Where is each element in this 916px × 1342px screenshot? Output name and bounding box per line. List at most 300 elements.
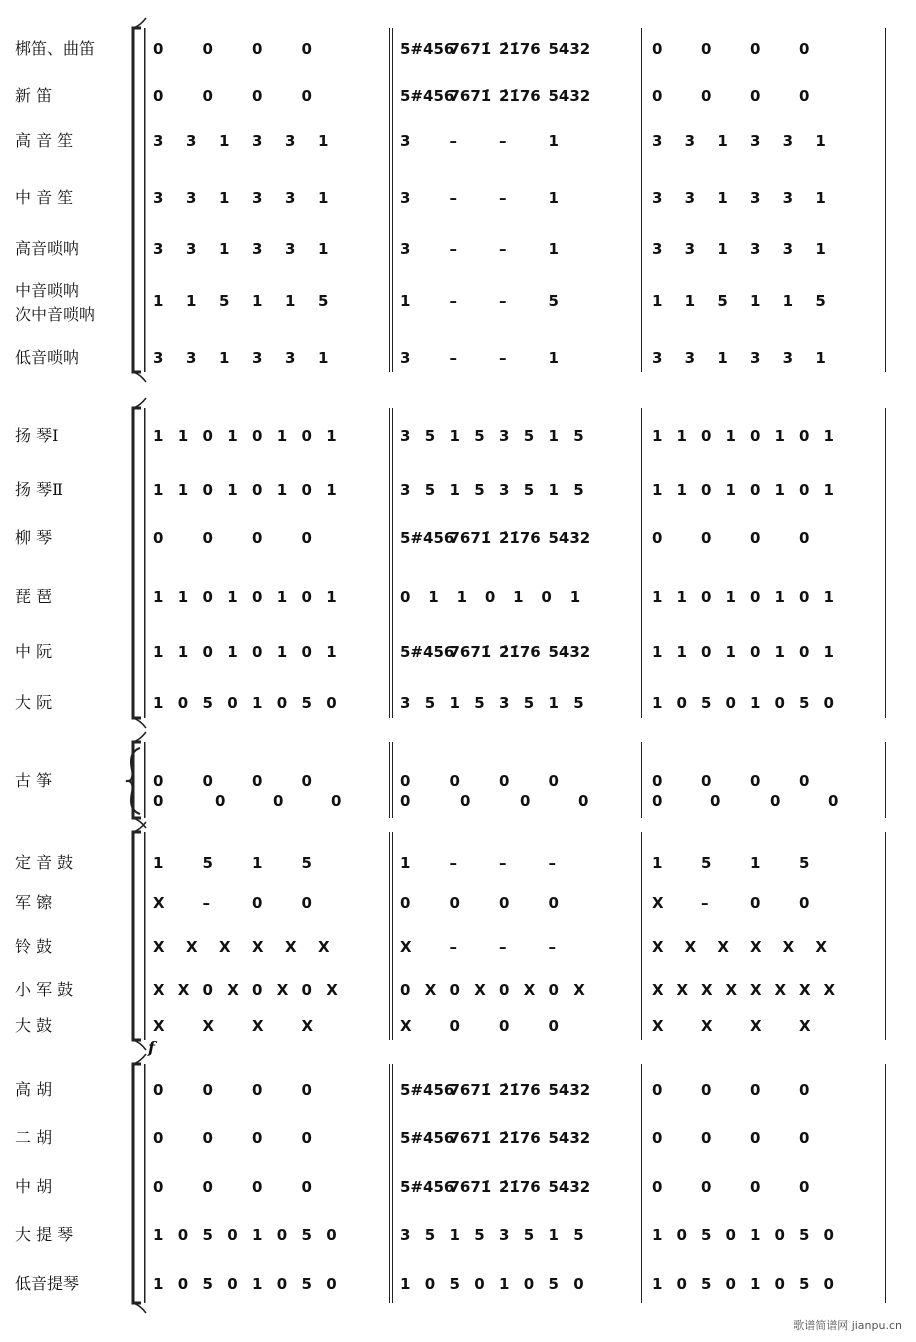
note-gaohu-m2-3: 5432 — [548, 1081, 591, 1099]
note-diyintiqin-m3-3: 0 — [725, 1275, 736, 1293]
note-bangdi-m1-0: 0 — [153, 40, 164, 58]
note-zhongyinsuona-m3-0: 1 — [652, 292, 663, 310]
note-bangdi-m1-2: 0 — [252, 40, 263, 58]
barline-double-b-4 — [392, 1064, 393, 1303]
note-yangqin1-m2-6: 1 — [548, 427, 559, 445]
note-xindi-m1-2: 0 — [252, 87, 263, 105]
note-zhongyinsuona-m1-0: 1 — [153, 292, 164, 310]
note-yangqin2-m2-5: 5 — [523, 481, 535, 499]
note-dagu-m3-2: X — [750, 1017, 762, 1035]
note-dingyingu-m1-0: 1 — [153, 854, 164, 872]
note-guzheng-m2-2: 0 — [499, 772, 510, 790]
note-xindi-m3-2: 0 — [750, 87, 761, 105]
instrument-name-pipa: 琵 琶 — [15, 587, 53, 606]
system-bracket-3 — [133, 832, 141, 1040]
note-erhu-m3-1: 0 — [701, 1129, 712, 1147]
instrument-name-yangqin1: 扬 琴Ⅰ — [15, 426, 59, 445]
instrument-name-diyintiqin: 低音提琴 — [15, 1274, 80, 1293]
system-bracket-4 — [133, 1064, 141, 1303]
note-yangqin1-m3-5: 1 — [774, 427, 785, 445]
note-gaohu-m3-3: 0 — [799, 1081, 810, 1099]
note-linggu-m3-5: X — [815, 938, 827, 956]
barline-end-1 — [885, 408, 886, 718]
note-zhongruan-m1-6: 0 — [301, 643, 312, 661]
note-gaohu-m2-2: 2̇1̇76 — [499, 1081, 541, 1099]
note-bangdi-m1-1: 0 — [202, 40, 213, 58]
barline-0 — [641, 28, 642, 372]
note-zhongruan-m3-2: 0 — [701, 643, 712, 661]
instrument-name-datiqin: 大 提 琴 — [15, 1225, 74, 1244]
note-zhongyinsheng-m1-1: 3 — [186, 189, 197, 207]
note-daruan-m2-2: 1 — [449, 694, 460, 712]
note-yangqin2-m1-2: 0 — [202, 481, 213, 499]
note-xiaojungu-m2-5: X — [523, 981, 536, 999]
note-pipa-m3-5: 1 — [774, 588, 785, 606]
note-guzheng-m2-3: 0 — [548, 772, 559, 790]
note-yangqin2-m2-4: 3 — [499, 481, 510, 499]
note-zhonghu-m3-2: 0 — [750, 1178, 761, 1196]
note-guzheng-m3-0: 0 — [652, 772, 663, 790]
note-xiaojungu-m1-6: 0 — [301, 981, 312, 999]
note-datiqin-m1-5: 0 — [276, 1226, 288, 1244]
instrument-name-dagu: 大 鼓 — [15, 1016, 53, 1035]
note-zhongruan-m1-3: 1 — [227, 643, 238, 661]
note-datiqin-m3-6: 5 — [799, 1226, 810, 1244]
note-guzheng-m2-1: 0 — [449, 772, 460, 790]
note-gaoyinsuona-m2-0: 3 — [400, 240, 411, 258]
note-zhongruan-m3-6: 0 — [799, 643, 810, 661]
note-yangqin2-m1-6: 0 — [301, 481, 312, 499]
note-gaoyinsheng-m1-5: 1 — [318, 132, 329, 150]
note-gaoyinsuona-m1-3: 3 — [252, 240, 263, 258]
instrument-name-gaoyinsuona: 高音唢呐 — [15, 239, 80, 258]
note-diyinsuona-m2-2: – — [499, 349, 507, 367]
note-diyinsuona-m1-2: 1 — [219, 349, 230, 367]
note-xiaojungu-m3-0: X — [652, 981, 664, 999]
note-zhongruan-m3-7: 1 — [823, 643, 834, 661]
instrument-name-gaohu: 高 胡 — [15, 1080, 53, 1099]
note-xiaojungu-m1-2: 0 — [202, 981, 213, 999]
note-gaohu-m1-1: 0 — [202, 1081, 213, 1099]
note-diyintiqin-m2-7: 0 — [573, 1275, 584, 1293]
note-pipa-m1-4: 0 — [252, 588, 263, 606]
note-diyintiqin-m1-1: 0 — [177, 1275, 189, 1293]
note-daruan-m1-4: 1 — [252, 694, 263, 712]
note-linggu-m3-1: X — [684, 938, 697, 956]
note-zhongyinsheng-m3-5: 1 — [815, 189, 826, 207]
note-daruan-m3-6: 5 — [799, 694, 810, 712]
note-diyinsuona-m3-2: 1 — [717, 349, 728, 367]
note-dagu-m2-2: 0 — [499, 1017, 510, 1035]
note-gaoyinsheng-m2-1: – — [449, 132, 457, 150]
note-guzheng-m3-1: 0 — [701, 772, 712, 790]
note-bangdi-m1-3: 0 — [301, 40, 312, 58]
note-yangqin2-m3-4: 0 — [750, 481, 761, 499]
note-guzheng-lower-m3-0: 0 — [652, 792, 663, 810]
note-liuqin-m2-2: 2̇1̇76 — [499, 529, 541, 547]
barline-double-b-3 — [392, 832, 393, 1040]
note-daruan-m1-7: 0 — [326, 694, 337, 712]
note-diyintiqin-m2-1: 0 — [424, 1275, 436, 1293]
instrument-name-erhu: 二 胡 — [15, 1128, 53, 1147]
barline-end-4 — [885, 1064, 886, 1303]
note-diyinsuona-m1-4: 3 — [285, 349, 296, 367]
note-pipa-m1-6: 0 — [301, 588, 312, 606]
note-zhonghu-m3-3: 0 — [799, 1178, 810, 1196]
note-zhongyinsheng-m1-2: 1 — [219, 189, 230, 207]
note-zhongyinsheng-m1-5: 1 — [318, 189, 329, 207]
note-guzheng-m3-3: 0 — [799, 772, 810, 790]
note-zhongyinsuona-m2-0: 1 — [400, 292, 411, 310]
note-datiqin-m3-0: 1 — [652, 1226, 663, 1244]
note-zhonghu-m3-1: 0 — [701, 1178, 712, 1196]
note-dingyingu-m2-0: 1 — [400, 854, 411, 872]
note-datiqin-m1-4: 1 — [252, 1226, 263, 1244]
note-yangqin2-m2-3: 5 — [474, 481, 485, 499]
note-xindi-m1-3: 0 — [301, 87, 312, 105]
note-zhongyinsheng-m1-4: 3 — [285, 189, 296, 207]
barline-start-3 — [144, 832, 146, 1040]
note-diyintiqin-m2-2: 5 — [449, 1275, 460, 1293]
note-datiqin-m1-0: 1 — [153, 1226, 164, 1244]
note-zhonghu-m2-2: 2̇1̇76 — [499, 1178, 541, 1196]
note-yangqin1-m2-7: 5 — [573, 427, 584, 445]
note-daruan-m2-6: 1 — [548, 694, 559, 712]
note-diyintiqin-m3-0: 1 — [652, 1275, 663, 1293]
note-bangdi-m3-0: 0 — [652, 40, 663, 58]
note-zhonghu-m2-1: 7671̇ — [449, 1178, 492, 1196]
note-datiqin-m3-3: 0 — [725, 1226, 736, 1244]
note-dagu-m1-0: X — [153, 1017, 165, 1035]
note-diyintiqin-m1-5: 0 — [276, 1275, 288, 1293]
dynamic-mark: f — [148, 1038, 155, 1057]
note-junba-m3-1: – — [701, 894, 709, 912]
note-pipa-m1-2: 0 — [202, 588, 213, 606]
note-datiqin-m3-4: 1 — [750, 1226, 761, 1244]
note-xiaojungu-m1-3: X — [227, 981, 239, 999]
note-xiaojungu-m2-7: X — [573, 981, 585, 999]
note-datiqin-m2-6: 1 — [548, 1226, 559, 1244]
note-dagu-m3-3: X — [799, 1017, 811, 1035]
instrument-name-xiaojungu: 小 军 鼓 — [15, 980, 74, 999]
instrument-name-zhonghu: 中 胡 — [15, 1177, 53, 1196]
system-bracket-0 — [133, 28, 141, 372]
note-liuqin-m3-1: 0 — [701, 529, 712, 547]
note-diyintiqin-m1-7: 0 — [326, 1275, 337, 1293]
note-yangqin1-m3-7: 1 — [823, 427, 834, 445]
note-yangqin1-m1-2: 0 — [202, 427, 213, 445]
note-bangdi-m2-1: 7671̇ — [449, 40, 492, 58]
note-yangqin1-m1-6: 0 — [301, 427, 312, 445]
note-zhongyinsuona-m1-4: 1 — [285, 292, 296, 310]
note-gaohu-m3-0: 0 — [652, 1081, 663, 1099]
note-dingyingu-m3-0: 1 — [652, 854, 663, 872]
note-zhonghu-m3-0: 0 — [652, 1178, 663, 1196]
note-yangqin1-m3-4: 0 — [750, 427, 761, 445]
note-daruan-m2-3: 5 — [474, 694, 485, 712]
note-yangqin2-m1-3: 1 — [227, 481, 238, 499]
instrument-name-zhongyinsuona: 中音唢呐 — [15, 281, 80, 300]
note-diyinsuona-m3-0: 3 — [652, 349, 663, 367]
note-diyintiqin-m3-2: 5 — [701, 1275, 712, 1293]
note-xindi-m2-3: 5432 — [548, 87, 591, 105]
note-daruan-m2-1: 5 — [424, 694, 436, 712]
note-linggu-m1-3: X — [252, 938, 264, 956]
note-daruan-m1-5: 0 — [276, 694, 288, 712]
note-linggu-m3-0: X — [652, 938, 664, 956]
note-daruan-m3-4: 1 — [750, 694, 761, 712]
note-guzheng-lower-m3-3: 0 — [828, 792, 839, 810]
note-datiqin-m1-2: 5 — [202, 1226, 213, 1244]
note-zhongyinsuona-m3-2: 5 — [717, 292, 728, 310]
note-zhonghu-m1-2: 0 — [252, 1178, 263, 1196]
note-gaoyinsheng-m3-4: 3 — [782, 132, 794, 150]
note-junba-m2-1: 0 — [449, 894, 460, 912]
note-erhu-m3-0: 0 — [652, 1129, 663, 1147]
note-dagu-m2-3: 0 — [548, 1017, 559, 1035]
note-gaoyinsheng-m1-2: 1 — [219, 132, 230, 150]
note-xiaojungu-m3-7: X — [823, 981, 836, 999]
note-zhongyinsheng-m3-4: 3 — [782, 189, 794, 207]
barline-3 — [641, 832, 642, 1040]
note-yangqin2-m1-0: 1 — [153, 481, 164, 499]
note-zhonghu-m1-3: 0 — [301, 1178, 312, 1196]
note-datiqin-m1-7: 0 — [326, 1226, 337, 1244]
note-gaoyinsheng-m2-0: 3 — [400, 132, 411, 150]
note-zhongruan-m2-3: 5432 — [548, 643, 591, 661]
note-yangqin1-m1-4: 0 — [252, 427, 263, 445]
note-guzheng-m3-2: 0 — [750, 772, 761, 790]
note-daruan-m2-0: 3 — [400, 694, 411, 712]
note-zhongruan-m3-1: 1 — [676, 643, 687, 661]
note-daruan-m2-5: 5 — [523, 694, 535, 712]
note-yangqin1-m3-2: 0 — [701, 427, 712, 445]
note-zhongruan-m1-7: 1 — [326, 643, 337, 661]
note-guzheng-m1-0: 0 — [153, 772, 164, 790]
note-diyintiqin-m2-5: 0 — [523, 1275, 535, 1293]
note-diyintiqin-m1-0: 1 — [153, 1275, 164, 1293]
note-dingyingu-m3-2: 1 — [750, 854, 761, 872]
note-zhongyinsuona-m2-3: 5 — [548, 292, 559, 310]
note-linggu-m2-0: X — [400, 938, 412, 956]
barline-double-b-2 — [392, 742, 393, 818]
note-yangqin2-m1-7: 1 — [326, 481, 337, 499]
note-yangqin2-m2-7: 5 — [573, 481, 584, 499]
note-yangqin1-m3-6: 0 — [799, 427, 810, 445]
note-daruan-m2-4: 3 — [499, 694, 510, 712]
instrument-name-liuqin: 柳 琴 — [15, 528, 53, 547]
note-xiaojungu-m3-3: X — [725, 981, 738, 999]
note-xindi-m3-3: 0 — [799, 87, 810, 105]
note-yangqin2-m3-5: 1 — [774, 481, 785, 499]
note-zhongyinsuona-m1-1: 1 — [186, 292, 197, 310]
note-zhongyinsheng-m2-1: – — [449, 189, 457, 207]
note-yangqin1-m2-4: 3 — [499, 427, 510, 445]
note-zhonghu-m2-0: 5#456 — [400, 1178, 455, 1196]
note-guzheng-lower-m2-3: 0 — [578, 792, 589, 810]
note-diyinsuona-m1-3: 3 — [252, 349, 263, 367]
note-pipa-m3-2: 0 — [701, 588, 712, 606]
note-yangqin2-m1-5: 1 — [276, 481, 288, 499]
note-junba-m1-3: 0 — [301, 894, 312, 912]
note-erhu-m2-3: 5432 — [548, 1129, 591, 1147]
note-diyinsuona-m2-0: 3 — [400, 349, 411, 367]
note-diyinsuona-m3-4: 3 — [782, 349, 794, 367]
note-junba-m2-0: 0 — [400, 894, 411, 912]
note-linggu-m1-4: X — [285, 938, 297, 956]
note-gaoyinsuona-m3-1: 3 — [684, 240, 696, 258]
note-zhongyinsuona-m3-3: 1 — [750, 292, 761, 310]
note-zhongyinsuona-m1-5: 5 — [318, 292, 329, 310]
note-zhongyinsuona-m3-4: 1 — [782, 292, 794, 310]
instrument-name-linggu: 铃 鼓 — [15, 937, 53, 956]
note-diyintiqin-m2-6: 5 — [548, 1275, 559, 1293]
note-gaoyinsheng-m2-2: – — [499, 132, 507, 150]
barline-1 — [641, 408, 642, 718]
note-xiaojungu-m3-1: X — [676, 981, 689, 999]
note-pipa-m3-6: 0 — [799, 588, 810, 606]
note-pipa-m1-0: 1 — [153, 588, 164, 606]
note-erhu-m1-3: 0 — [301, 1129, 312, 1147]
note-yangqin2-m3-6: 0 — [799, 481, 810, 499]
note-gaoyinsheng-m1-3: 3 — [252, 132, 263, 150]
note-bangdi-m2-0: 5#456 — [400, 40, 455, 58]
note-liuqin-m1-3: 0 — [301, 529, 312, 547]
note-dagu-m2-1: 0 — [449, 1017, 460, 1035]
note-zhongruan-m1-5: 1 — [276, 643, 288, 661]
note-diyintiqin-m3-1: 0 — [676, 1275, 687, 1293]
note-zhongyinsuona-m2-1: – — [449, 292, 457, 310]
note-yangqin1-m1-3: 1 — [227, 427, 238, 445]
note-gaoyinsuona-m1-2: 1 — [219, 240, 230, 258]
note-diyintiqin-m3-6: 5 — [799, 1275, 810, 1293]
note-gaoyinsuona-m2-2: – — [499, 240, 507, 258]
instrument-name-daruan: 大 阮 — [15, 693, 53, 712]
note-datiqin-m2-4: 3 — [499, 1226, 510, 1244]
note-dagu-m1-2: X — [252, 1017, 264, 1035]
barline-start-0 — [144, 28, 146, 372]
note-datiqin-m2-2: 1 — [449, 1226, 460, 1244]
instrument-name-zhongyinsheng: 中 音 笙 — [15, 188, 74, 207]
note-zhongyinsheng-m2-2: – — [499, 189, 507, 207]
barline-2 — [641, 742, 642, 818]
note-yangqin2-m2-2: 1 — [449, 481, 460, 499]
note-dingyingu-m2-1: – — [449, 854, 457, 872]
note-gaoyinsheng-m1-1: 3 — [186, 132, 197, 150]
note-yangqin1-m1-1: 1 — [177, 427, 189, 445]
barline-double-a-1 — [389, 408, 390, 718]
note-yangqin1-m2-2: 1 — [449, 427, 460, 445]
note-yangqin2-m2-6: 1 — [548, 481, 559, 499]
note-gaoyinsuona-m3-0: 3 — [652, 240, 663, 258]
note-zhongruan-m3-5: 1 — [774, 643, 785, 661]
note-xiaojungu-m1-4: 0 — [252, 981, 263, 999]
note-pipa-m2-4: 1 — [513, 588, 524, 606]
note-xindi-m3-0: 0 — [652, 87, 663, 105]
note-xindi-m3-1: 0 — [701, 87, 712, 105]
note-zhonghu-m2-3: 5432 — [548, 1178, 591, 1196]
barline-start-2 — [144, 742, 146, 818]
note-yangqin2-m3-3: 1 — [725, 481, 736, 499]
note-yangqin1-m1-5: 1 — [276, 427, 288, 445]
note-guzheng-lower-m1-2: 0 — [273, 792, 284, 810]
note-gaoyinsuona-m1-0: 3 — [153, 240, 164, 258]
note-gaohu-m3-1: 0 — [701, 1081, 712, 1099]
note-daruan-m3-7: 0 — [823, 694, 834, 712]
note-linggu-m2-2: – — [499, 938, 507, 956]
note-daruan-m1-0: 1 — [153, 694, 164, 712]
note-datiqin-m2-3: 5 — [474, 1226, 485, 1244]
note-gaoyinsuona-m3-3: 3 — [750, 240, 761, 258]
note-dingyingu-m1-3: 5 — [301, 854, 312, 872]
note-yangqin2-m3-0: 1 — [652, 481, 663, 499]
note-zhongruan-m3-4: 0 — [750, 643, 761, 661]
instrument-name-diyinsuona: 低音唢呐 — [15, 348, 80, 367]
note-dingyingu-m1-1: 5 — [202, 854, 213, 872]
note-yangqin2-m2-0: 3 — [400, 481, 411, 499]
note-dagu-m3-1: X — [701, 1017, 713, 1035]
note-xiaojungu-m2-2: 0 — [449, 981, 460, 999]
note-yangqin1-m2-5: 5 — [523, 427, 535, 445]
note-datiqin-m3-7: 0 — [823, 1226, 834, 1244]
note-yangqin1-m2-3: 5 — [474, 427, 485, 445]
note-erhu-m3-3: 0 — [799, 1129, 810, 1147]
note-xiaojungu-m2-3: X — [474, 981, 486, 999]
instrument-name-dingyingu: 定 音 鼓 — [15, 853, 74, 872]
note-diyintiqin-m2-0: 1 — [400, 1275, 411, 1293]
note-zhongruan-m2-0: 5#456 — [400, 643, 455, 661]
note-pipa-m2-6: 1 — [569, 588, 581, 606]
note-diyintiqin-m1-4: 1 — [252, 1275, 263, 1293]
note-xiaojungu-m2-6: 0 — [548, 981, 559, 999]
note-pipa-m1-1: 1 — [177, 588, 189, 606]
note-zhongyinsuona-m3-5: 5 — [815, 292, 826, 310]
note-gaoyinsuona-m1-5: 1 — [318, 240, 329, 258]
note-guzheng-lower-m1-0: 0 — [153, 792, 164, 810]
note-liuqin-m3-0: 0 — [652, 529, 663, 547]
note-bangdi-m2-2: 2̇1̇76 — [499, 40, 541, 58]
note-pipa-m2-3: 0 — [484, 588, 496, 606]
note-daruan-m3-0: 1 — [652, 694, 663, 712]
note-yangqin1-m1-0: 1 — [153, 427, 164, 445]
note-zhongruan-m1-1: 1 — [177, 643, 189, 661]
note-yangqin2-m2-1: 5 — [424, 481, 436, 499]
note-gaoyinsuona-m3-5: 1 — [815, 240, 826, 258]
instrument-name-gaoyinsheng: 高 音 笙 — [15, 131, 74, 150]
note-erhu-m1-0: 0 — [153, 1129, 164, 1147]
note-gaohu-m2-0: 5#456 — [400, 1081, 455, 1099]
note-xindi-m2-2: 2̇1̇76 — [499, 87, 541, 105]
note-yangqin1-m2-1: 5 — [424, 427, 436, 445]
note-zhongruan-m3-3: 1 — [725, 643, 736, 661]
note-guzheng-lower-m3-1: 0 — [710, 792, 721, 810]
note-daruan-m3-3: 0 — [725, 694, 736, 712]
note-linggu-m1-1: X — [186, 938, 198, 956]
note-bangdi-m2-3: 5432 — [548, 40, 591, 58]
note-erhu-m2-0: 5#456 — [400, 1129, 455, 1147]
note-yangqin2-m1-1: 1 — [177, 481, 189, 499]
note-gaoyinsheng-m3-1: 3 — [684, 132, 696, 150]
note-linggu-m1-0: X — [153, 938, 165, 956]
note-pipa-m3-4: 0 — [750, 588, 761, 606]
note-gaoyinsheng-m1-0: 3 — [153, 132, 164, 150]
note-liuqin-m1-0: 0 — [153, 529, 164, 547]
note-junba-m1-2: 0 — [252, 894, 263, 912]
barline-start-1 — [144, 408, 146, 718]
note-junba-m2-3: 0 — [548, 894, 559, 912]
note-daruan-m3-5: 0 — [774, 694, 785, 712]
instrument-name-bangdi: 梆笛、曲笛 — [15, 39, 96, 58]
